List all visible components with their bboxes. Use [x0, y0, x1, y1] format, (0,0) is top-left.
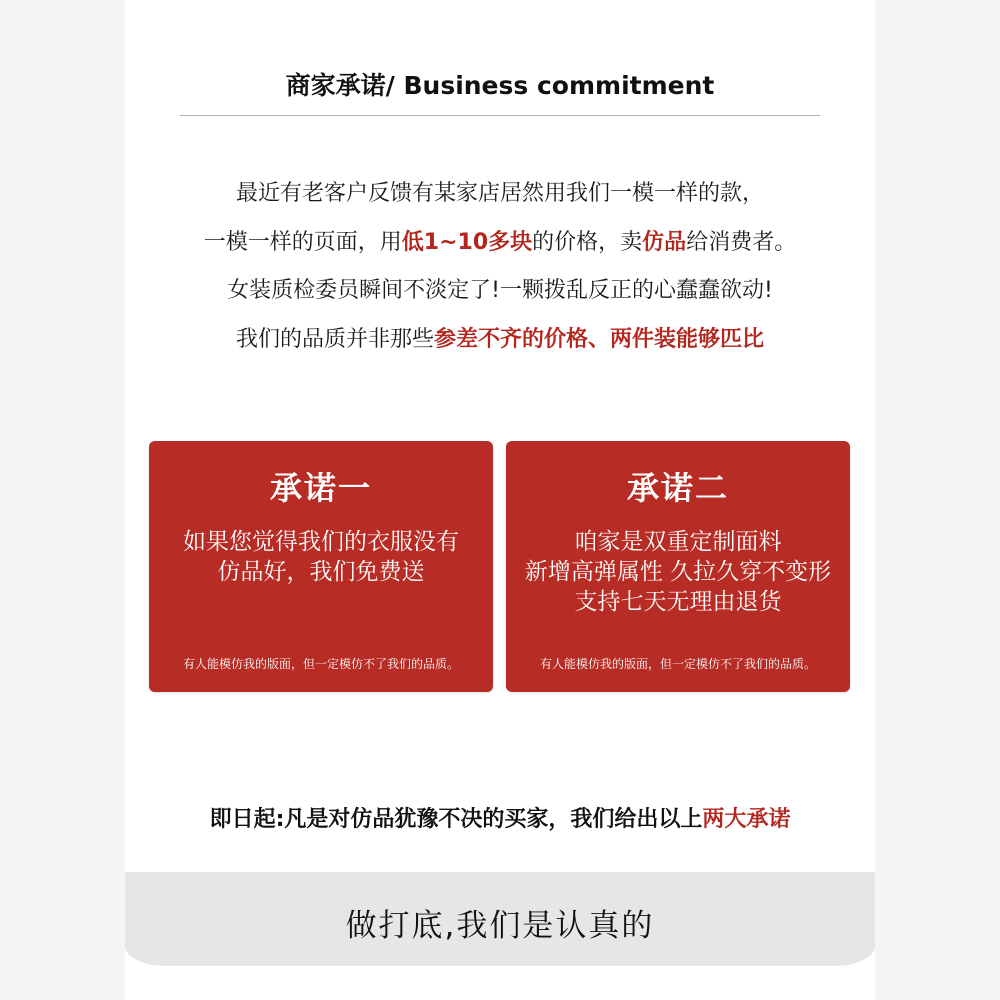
card-line: 新增高弹属性 久拉久穿不变形: [524, 559, 832, 585]
promise-statement: [125, 802, 875, 833]
card-line: 如果您觉得我们的衣服没有: [183, 529, 459, 555]
quality-highlight: 参差不齐的价格、两件装能够匹比: [434, 326, 765, 352]
card-footnote: 有人能模仿我的版面，但一定模仿不了我们的品质。: [539, 657, 816, 671]
counterfeit-highlight: 仿品: [642, 229, 687, 255]
page: [125, 0, 875, 1000]
promise-highlight: 两大承诺: [702, 807, 791, 832]
intro-line-2-a: 一模一样的页面，用: [203, 229, 402, 255]
promise-text: 即日起:凡是对仿品犹豫不决的买家，我们给出以上: [209, 807, 703, 832]
card-line: 支持七天无理由退货: [574, 589, 782, 615]
intro-line-2-c: 给消费者。: [686, 229, 797, 255]
commitment-card-2: [506, 441, 850, 692]
intro-line-4: [125, 316, 875, 365]
commitment-card-1: [149, 441, 493, 692]
card-footnote: 有人能模仿我的版面，但一定模仿不了我们的品质。: [182, 657, 459, 671]
intro-text: [125, 170, 875, 364]
page-title: 商家承诺/ Business commitment: [285, 71, 715, 100]
card-title: 承诺一: [269, 469, 372, 507]
intro-line-3: 女装质检委员瞬间不淡定了!一颗拨乱反正的心蠢蠢欲动!: [227, 278, 773, 303]
intro-line-4-a: 我们的品质并非那些: [235, 326, 434, 352]
card-body: [506, 527, 850, 617]
intro-line-2: [125, 219, 875, 268]
title-divider: [180, 115, 820, 116]
card-body: [149, 527, 493, 587]
card-line: 仿品好，我们免费送: [217, 559, 425, 585]
card-title: 承诺二: [626, 469, 729, 507]
card-line: 咱家是双重定制面料: [574, 529, 782, 555]
intro-line-2-b: 的价格，卖: [532, 229, 643, 255]
slogan-banner: [125, 872, 875, 966]
price-highlight: 低1~10多块: [401, 229, 533, 255]
intro-line-1: 最近有老客户反馈有某家店居然用我们一模一样的款，: [235, 181, 764, 206]
slogan-text: 做打底,我们是认真的: [345, 908, 655, 944]
